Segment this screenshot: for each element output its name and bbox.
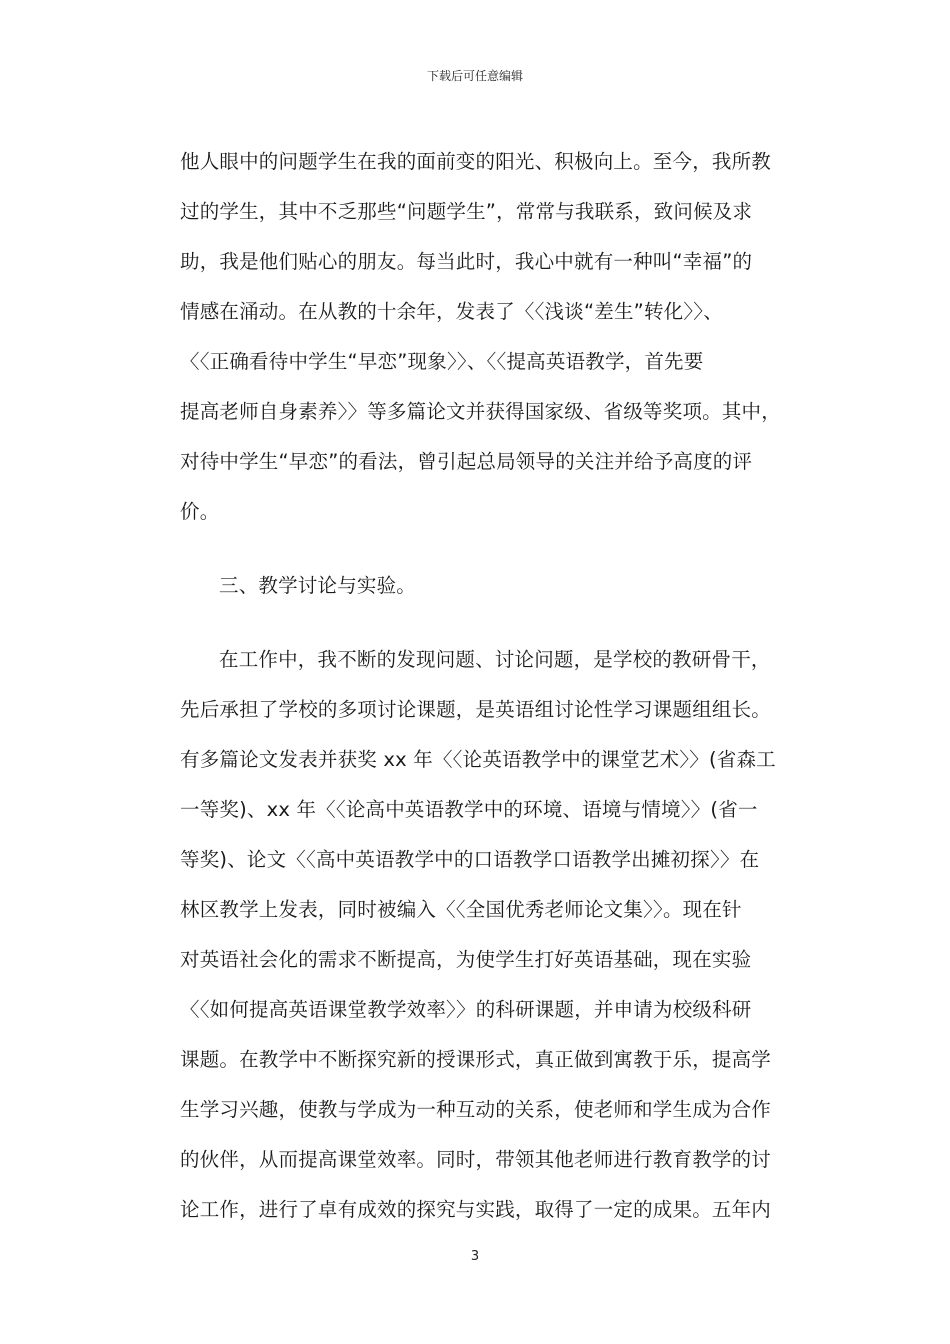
text-line: 对英语社会化的需求不断提高，为使学生打好英语基础，现在实验: [180, 948, 752, 971]
text-line: 的伙伴，从而提高课堂效率。同时，带领其他老师进行教育教学的讨: [180, 1148, 772, 1171]
text-line: 有多篇论文发表并获奖 xx 年〈〈论英语教学中的课堂艺术〉〉(省森工: [180, 748, 776, 771]
text-line: 助，我是他们贴心的朋友。每当此时，我心中就有一种叫“幸福”的: [180, 250, 753, 273]
text-line: 等奖)、论文〈〈高中英语教学中的口语教学口语教学出摊初探〉〉在: [180, 848, 760, 871]
text-line: 过的学生，其中不乏那些“问题学生”，常常与我联系，致问候及求: [180, 200, 753, 223]
text-line: 论工作，进行了卓有成效的探究与实践，取得了一定的成果。五年内: [180, 1198, 772, 1221]
text-line: 情感在涌动。在从教的十余年，发表了〈〈浅谈“差生”转化〉〉、: [180, 300, 723, 323]
text-line: 课题。在教学中不断探究新的授课形式，真正做到寓教于乐，提高学: [180, 1048, 772, 1071]
text-line: 〈〈如何提高英语课堂教学效率〉〉的科研课题，并申请为校级科研: [180, 998, 752, 1021]
text-line: 提高老师自身素养〉〉等多篇论文并获得国家级、省级等奖项。其中，: [180, 400, 781, 423]
paragraph-1: [180, 137, 780, 537]
paragraph-gap: [180, 611, 780, 635]
text-line: 一等奖)、xx 年〈〈论高中英语教学中的环境、语境与情境〉〉(省一: [180, 798, 758, 821]
text-line: 〈〈正确看待中学生“早恋”现象〉〉、〈〈提高英语教学，首先要: [180, 350, 704, 373]
text-line: 在工作中，我不断的发现问题、讨论问题，是学校的教研骨干，: [219, 648, 771, 671]
text-line: 生学习兴趣，使教与学成为一种互动的关系，使老师和学生成为合作: [180, 1098, 772, 1121]
section-heading: 三、教学讨论与实验。: [219, 574, 417, 597]
text-line: 对待中学生“早恋”的看法，曾引起总局领导的关注并给予高度的评: [180, 450, 753, 473]
page-header: 下载后可任意编辑: [426, 69, 523, 83]
document-body: [180, 137, 780, 1235]
text-line: 价。: [180, 500, 220, 523]
page-number: 3: [470, 1249, 480, 1264]
text-line: 他人眼中的问题学生在我的面前变的阳光、积极向上。至今，我所教: [180, 150, 772, 173]
paragraph-2: [180, 635, 780, 1235]
text-line: 林区教学上发表，同时被编入〈〈全国优秀老师论文集〉〉。现在针: [180, 898, 742, 921]
text-line: 先后承担了学校的多项讨论课题，是英语组讨论性学习课题组组长。: [180, 698, 772, 721]
paragraph-gap: [180, 537, 780, 561]
